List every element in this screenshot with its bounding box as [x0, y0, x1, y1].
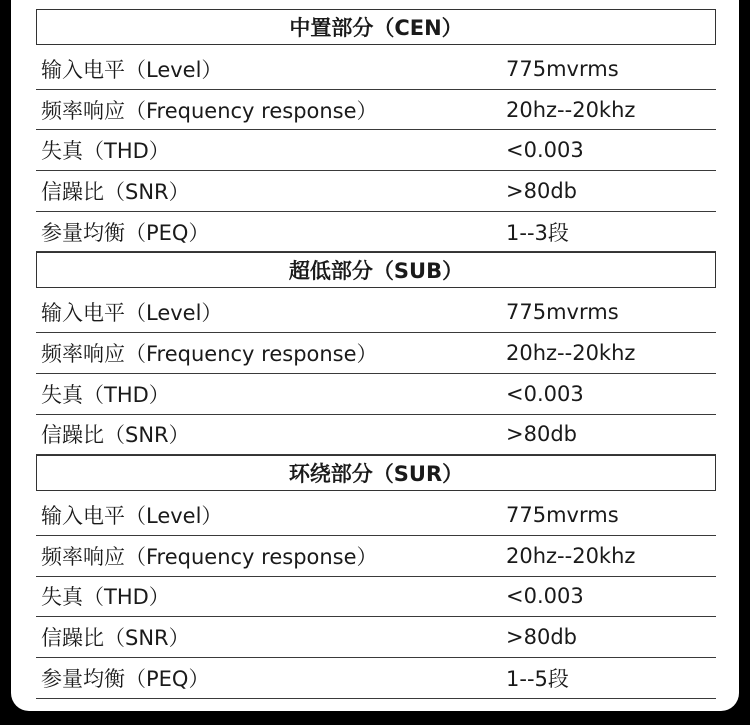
- section-header: 中置部分（CEN）: [36, 9, 716, 45]
- row-value: 1--3段: [506, 220, 569, 245]
- section-header: 环绕部分（SUR）: [36, 455, 716, 491]
- row-label: 频率响应（Frequency response）: [41, 341, 378, 366]
- row-label: 参量均衡（PEQ）: [41, 220, 210, 245]
- row-label: 参量均衡（PEQ）: [41, 666, 210, 691]
- table-row: [36, 536, 716, 577]
- row-label: 频率响应（Frequency response）: [41, 98, 378, 123]
- table-row: [36, 212, 716, 253]
- row-value: 20hz--20khz: [506, 97, 636, 122]
- table-row: [36, 495, 716, 536]
- row-value: 775mvrms: [506, 503, 619, 528]
- table-row: [36, 658, 716, 699]
- spec-table: [36, 9, 716, 699]
- table-row: [36, 415, 716, 456]
- spec-panel: [11, 0, 739, 711]
- table-row: [36, 171, 716, 212]
- row-label: 失真（THD）: [41, 139, 170, 164]
- row-label: 信躁比（SNR）: [41, 626, 190, 651]
- row-value: <0.003: [506, 584, 584, 609]
- row-label: 频率响应（Frequency response）: [41, 544, 378, 569]
- row-label: 信躁比（SNR）: [41, 179, 190, 204]
- section-cen: [36, 9, 716, 252]
- table-row: [36, 292, 716, 333]
- table-row: [36, 577, 716, 618]
- row-value: <0.003: [506, 138, 584, 163]
- row-value: <0.003: [506, 381, 584, 406]
- section-sur: [36, 455, 716, 698]
- table-row: [36, 333, 716, 374]
- section-header: 超低部分（SUB）: [36, 252, 716, 288]
- table-row: [36, 90, 716, 131]
- row-value: >80db: [506, 625, 577, 650]
- row-value: 1--5段: [506, 666, 569, 691]
- row-label: 信躁比（SNR）: [41, 423, 190, 448]
- row-value: >80db: [506, 422, 577, 447]
- table-row: [36, 374, 716, 415]
- row-value: 775mvrms: [506, 56, 619, 81]
- table-row: [36, 617, 716, 658]
- table-row: [36, 49, 716, 90]
- row-label: 输入电平（Level）: [41, 57, 223, 82]
- row-value: 20hz--20khz: [506, 543, 636, 568]
- row-label: 输入电平（Level）: [41, 504, 223, 529]
- table-row: [36, 130, 716, 171]
- row-value: 20hz--20khz: [506, 340, 636, 365]
- section-sub: [36, 252, 716, 455]
- row-value: >80db: [506, 178, 577, 203]
- row-value: 775mvrms: [506, 300, 619, 325]
- row-label: 失真（THD）: [41, 585, 170, 610]
- row-label: 输入电平（Level）: [41, 301, 223, 326]
- row-label: 失真（THD）: [41, 382, 170, 407]
